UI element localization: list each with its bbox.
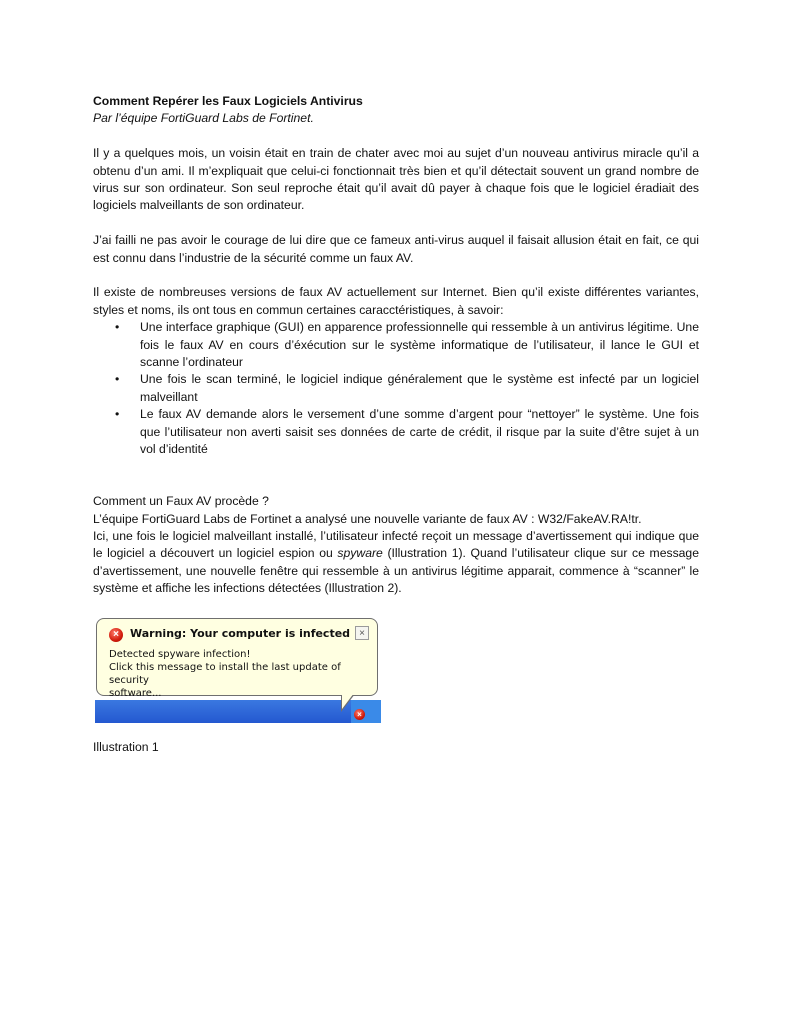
list-item-text: Le faux AV demande alors le versement d’une somme d’argent pour “nettoyer” le système. Une fois que l’utilisateur non averti saisit ses données de carte de crédit, il risque par la suite d’être sujet à un vol d’identité bbox=[140, 407, 699, 457]
bullet-icon: • bbox=[115, 320, 120, 335]
list-item bbox=[93, 319, 699, 371]
taskbar bbox=[95, 700, 381, 723]
spacer bbox=[93, 128, 699, 145]
characteristics-list bbox=[93, 319, 699, 458]
tray-error-icon[interactable]: × bbox=[354, 709, 365, 720]
balloon-tail-fill bbox=[342, 693, 354, 709]
spacer bbox=[93, 458, 699, 475]
list-item bbox=[93, 406, 699, 458]
balloon-line-1: Detected spyware infection! bbox=[109, 649, 251, 660]
paragraph-5-end: (Illustration 1). Quand l’utilisateur clique sur ce message d’avertissement, une nouvelle fenêtre qui ressemble à un antivirus légitime apparait, commence à “scanner” le système et affiche les infections détectées (Illustration 2). bbox=[93, 546, 699, 596]
list-item-text: Une interface graphique (GUI) en apparence professionnelle qui ressemble à un antivirus légitime. Une fois le faux AV en cours d’éxécution sur le système informatique de l’utilisateur, il lance le GUI et scanne l’ordinateur bbox=[140, 320, 699, 370]
figure-caption: Illustration 1 bbox=[93, 740, 159, 754]
bullet-icon: • bbox=[115, 407, 120, 422]
document-body bbox=[93, 93, 699, 598]
warning-balloon[interactable] bbox=[96, 618, 378, 699]
document-title: Comment Repérer les Faux Logiciels Antivirus bbox=[93, 94, 363, 108]
balloon-title: Warning: Your computer is infected bbox=[130, 627, 351, 640]
illustration-1-screenshot bbox=[95, 617, 381, 723]
section-heading: Comment un Faux AV procède ? bbox=[93, 494, 269, 509]
balloon-message[interactable] bbox=[109, 648, 377, 700]
paragraph-3: Il existe de nombreuses versions de faux AV actuellement sur Internet. Bien qu’il existe différentes variantes, styles et noms, ils ont tous en commun certaines caracctéristiques, à savoir: bbox=[93, 285, 699, 317]
spacer bbox=[93, 267, 699, 284]
error-icon: × bbox=[109, 628, 123, 642]
balloon-line-2: Click this message to install the last update of security bbox=[109, 662, 341, 686]
close-button[interactable]: × bbox=[355, 626, 369, 640]
bullet-icon: • bbox=[115, 372, 120, 387]
list-item bbox=[93, 371, 699, 406]
spyware-term: spyware bbox=[337, 546, 383, 561]
balloon-line-3: software... bbox=[109, 688, 162, 699]
list-item-text: Une fois le scan terminé, le logiciel indique généralement que le système est infecté par un logiciel malveillant bbox=[140, 372, 699, 404]
paragraph-5 bbox=[93, 528, 699, 598]
spacer bbox=[93, 476, 699, 493]
spacer bbox=[93, 215, 699, 232]
paragraph-1: Il y a quelques mois, un voisin était en train de chater avec moi au sujet d’un nouveau antivirus miracle qu’il a obtenu d’un ami. Il m’expliquait que celui-ci fonctionnait très bien et qu’il détectait souvent un grand nombre de virus sur son ordinateur. Son seul reproche était qu’il avait dû payer à chaque fois que le logiciel éradiait des logiciels malveillants de son ordinateur. bbox=[93, 146, 699, 213]
paragraph-4: L’équipe FortiGuard Labs de Fortinet a analysé une nouvelle variante de faux AV : W32/FakeAV.RA!tr. bbox=[93, 511, 642, 526]
document-subtitle: Par l’équipe FortiGuard Labs de Fortinet. bbox=[93, 111, 314, 126]
paragraph-5-start: Ici, une fois le logiciel malveillant installé, l’utilisateur infecté reçoit un message d’avertissement qui indique que le logiciel a découvert un logiciel espion ou bbox=[93, 529, 699, 561]
paragraph-2: J’ai failli ne pas avoir le courage de lui dire que ce fameux anti-virus auquel il faisait allusion était en fait, ce qui est connu dans l’industrie de la sécurité comme un faux AV. bbox=[93, 233, 699, 265]
